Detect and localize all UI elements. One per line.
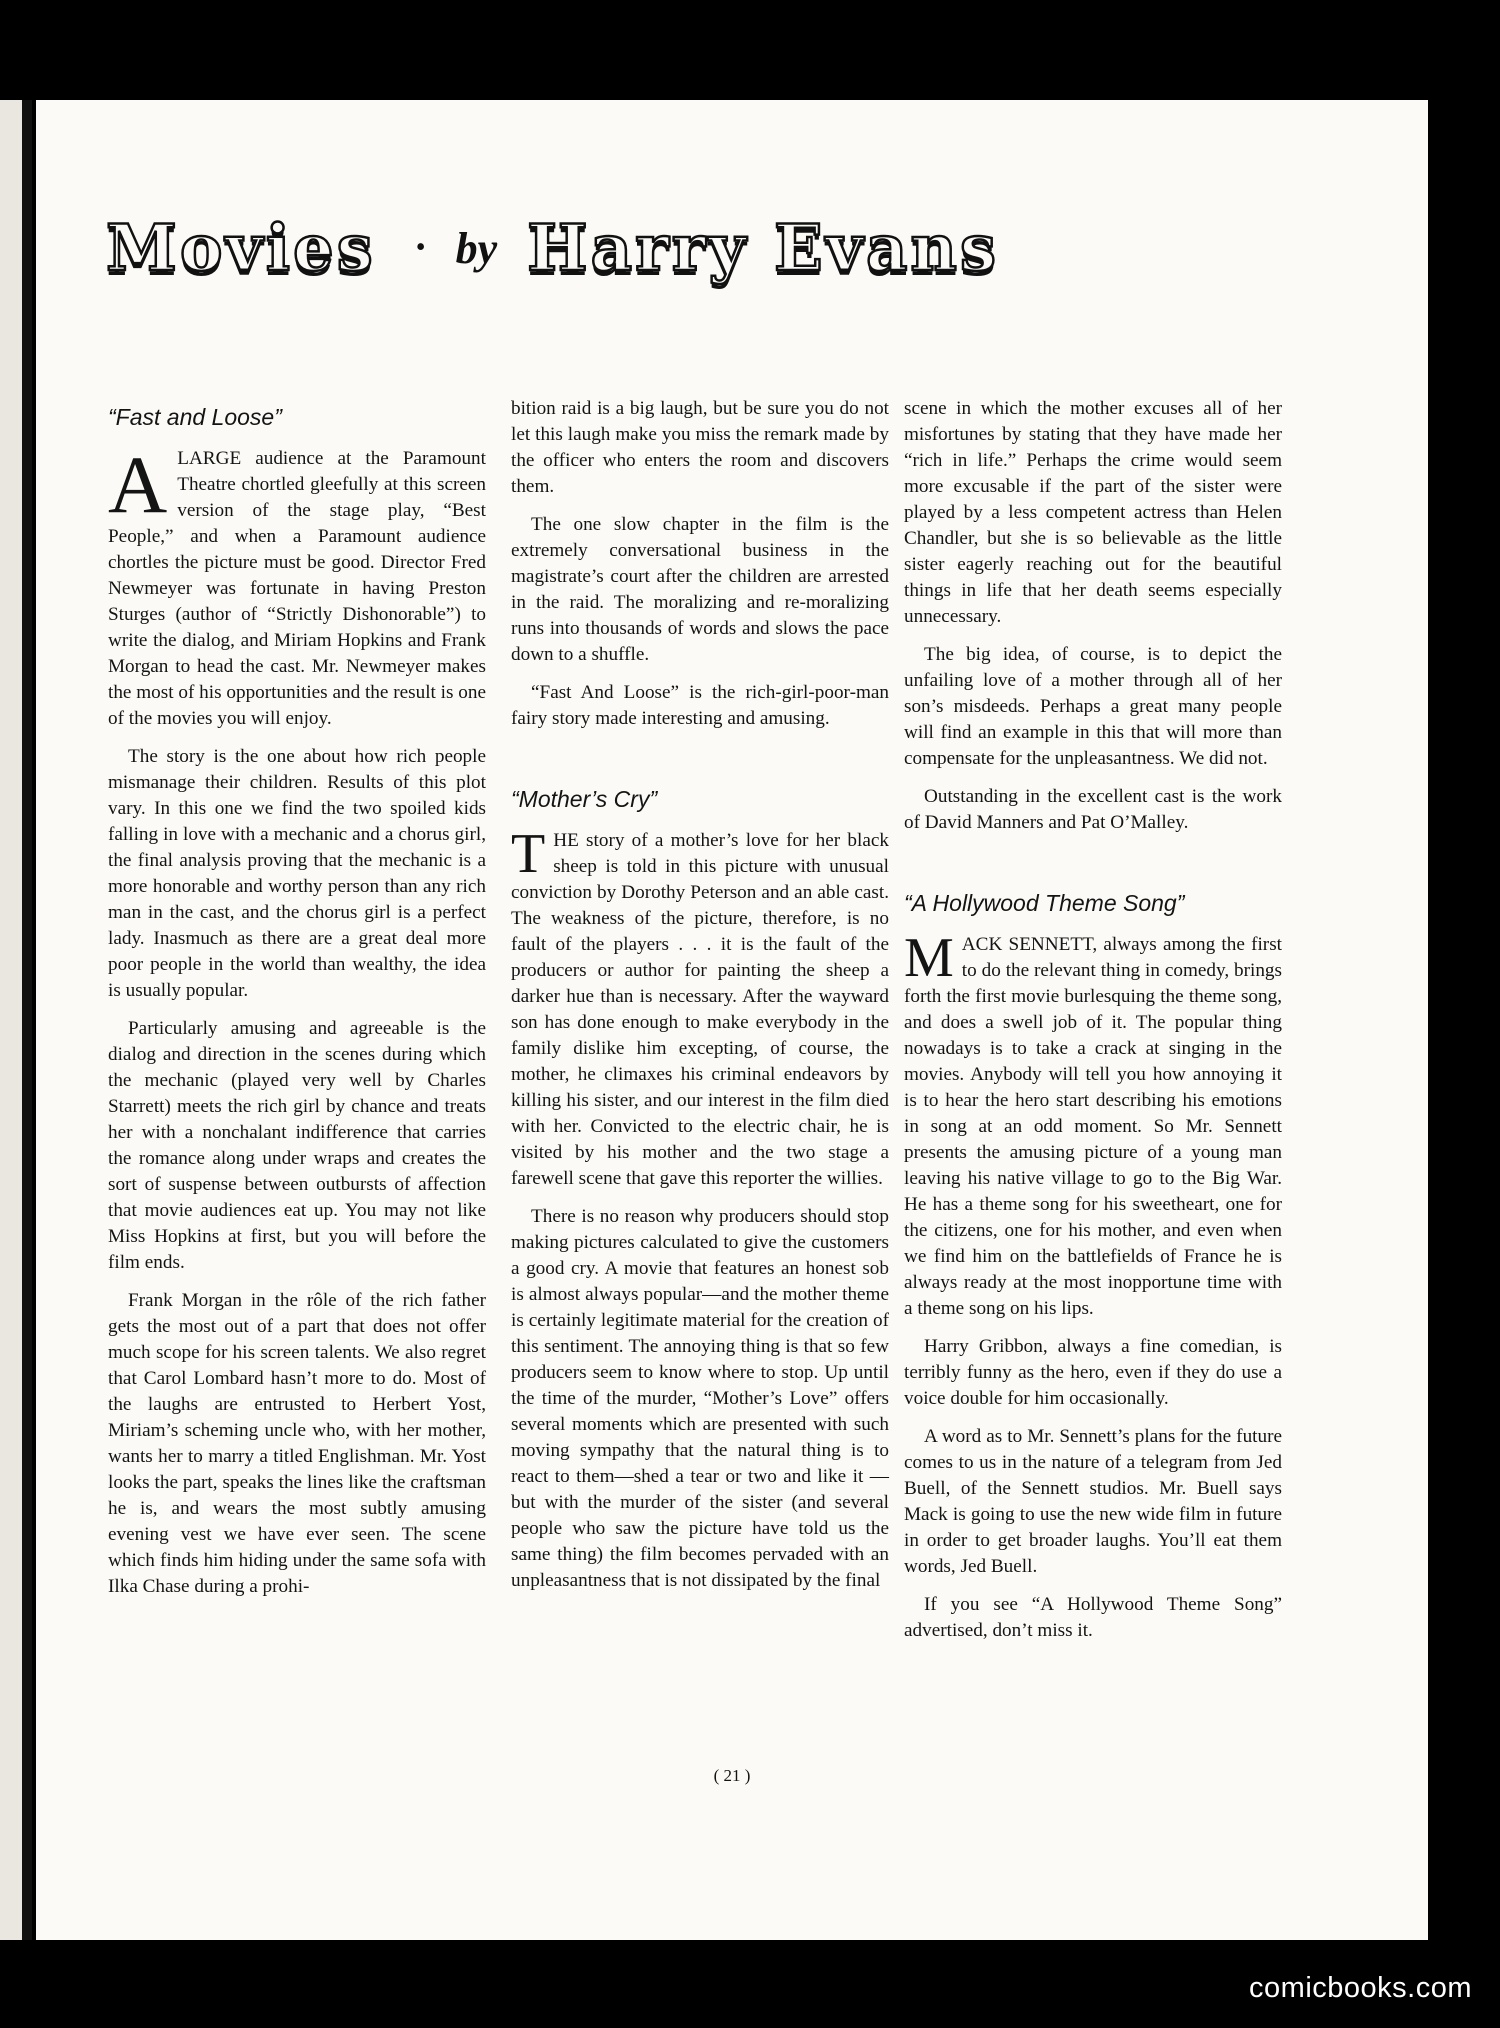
review-paragraph: Harry Gribbon, always a fine comedian, is terribly funny as the hero, even if they do use a voice double for him occasionally.: [904, 1336, 1282, 1409]
masthead-bullet: •: [415, 232, 426, 263]
review-paragraph-continued: bition raid is a big laugh, but be sure you do not let this laugh make you miss the remark made by the officer who enters the room and discovers them.: [511, 398, 889, 497]
review-paragraph: [904, 927, 1282, 1322]
review-paragraph: “Fast And Loose” is the rich-girl-poor-man fairy story made interesting and amusing.: [511, 682, 889, 729]
review-paragraph: Outstanding in the excellent cast is the work of David Manners and Pat O’Malley.: [904, 786, 1282, 833]
paragraph-text: HE story of a mother’s love for her black sheep is told in this picture with unusual conviction by Dorothy Peterson and an able cast. The weakness of the picture, therefore, is no fault of the players . . . it is the fault of the producers or author for painting the sheep a darker hue than is necessary. After the wayward son has done enough to make everybody in the family dislike him excepting, of course, the mother, he climaxes his criminal endeavors by killing his sister, and our interest in the film died with her. Convicted to the electric chair, he is visited by his mother and the two stage a farewell scene that gave this reporter the willies.: [511, 830, 889, 1189]
review-heading: “Fast and Loose”: [108, 404, 282, 430]
source-watermark: comicbooks.com: [1249, 1972, 1472, 2004]
review-paragraph: Particularly amusing and agreeable is the dialog and direction in the scenes during which the mechanic (played very well by Charles Starrett) meets the rich girl by chance and treats her with a nonchalant indifference that carries the romance along under wraps and creates the sort of suspense between outbursts of affection that movie audiences eat up. You may not like Miss Hopkins at first, but you will before the film ends.: [108, 1018, 486, 1273]
paragraph-text: LARGE audience at the Paramount Theatre chortled gleefully at this screen version of the stage play, “Best People,” and when a Paramount audience chortles the picture must be good. Director Fred Newmeyer was fortunate in having Preston Sturges (author of “Strictly Dishonorable”) to write the dialog, and Miriam Hopkins and Frank Morgan to head the cast. Mr. Newmeyer makes the most of his opportunities and the result is one of the movies you will enjoy.: [108, 448, 486, 729]
drop-cap: A: [108, 439, 168, 530]
masthead: [106, 208, 1356, 288]
magazine-page: [36, 100, 1428, 1940]
review-paragraph-continued: scene in which the mother excuses all of her misfortunes by stating that they have made her “rich in life.” Perhaps the crime would seem more excusable if the part of the sister were played by a less competent actress than Helen Chandler, but she is so believable as the little sister eagerly reaching out for the beautiful things in life that her death seems especially unnecessary.: [904, 398, 1282, 627]
review-paragraph: The story is the one about how rich people mismanage their children. Results of this plot vary. In this one we find the two spoiled kids falling in love with a mechanic and a chorus girl, the final analysis proving that the mechanic is a more honorable and worthy person than any rich man in the cast, and the chorus girl is a perfect lady. Inasmuch as there are a great deal more poor people in the world than wealthy, the idea is usually popular.: [108, 746, 486, 1001]
column-3: [904, 396, 1282, 1656]
review-paragraph: [108, 439, 486, 732]
review-paragraph: The one slow chapter in the film is the extremely conversational business in the magistrate’s court after the children are arrested in the raid. The moralizing and re-moralizing runs into thousands of words and slows the pace down to a shuffle.: [511, 514, 889, 665]
review-paragraph: The big idea, of course, is to depict the unfailing love of a mother through all of her son’s misdeeds. Perhaps a great many people will find an example in this that will more than compensate for the unpleasantness. We did not.: [904, 644, 1282, 769]
review-paragraph: A word as to Mr. Sennett’s plans for the future comes to us in the nature of a telegram from Jed Buell, of the Sennett studios. Mr. Buell says Mack is going to use the new wide film in future in order to get broader laughs. You’ll eat them words, Jed Buell.: [904, 1426, 1282, 1577]
review-heading: “Mother’s Cry”: [511, 786, 658, 812]
review-paragraph: [511, 823, 889, 1192]
masthead-author: Harry Evans: [527, 210, 999, 286]
review-paragraph: Frank Morgan in the rôle of the rich father gets the most out of a part that does not offer much scope for his screen talents. We also regret that Carol Lombard hasn’t more to do. Most of the laughs are entrusted to Herbert Yost, Miriam’s scheming uncle who, with her mother, wants her to marry a titled Englishman. Mr. Yost looks the part, speaks the lines like the craftsman he is, and wears the most subtly amusing evening vest we have ever seen. The scene which finds him hiding under the same sofa with Ilka Chase during a prohi-: [108, 1290, 486, 1597]
gutter-shadow: [22, 100, 32, 1940]
review-heading: “A Hollywood Theme Song”: [904, 890, 1185, 916]
drop-cap: M: [904, 927, 954, 989]
page-number: ( 21 ): [713, 1766, 751, 1785]
review-paragraph: If you see “A Hollywood Theme Song” advertised, don’t miss it.: [904, 1594, 1282, 1641]
drop-cap: T: [511, 823, 546, 885]
column-1: [108, 402, 486, 1612]
paragraph-text: ACK SENNETT, always among the first to do the relevant thing in comedy, brings forth the first movie burlesquing the theme song, and does a swell job of it. The popular thing nowadays is to take a crack at singing in the movies. Anybody will tell you how annoying it is to hear the hero start describing his emotions in song at an odd moment. So Mr. Sennett presents the amusing picture of a young man leaving his native village to go to the Big War. He has a theme song for his sweetheart, one for the citizens, one for his mother, and even when we find him on the battlefields of France he is always ready at the most inopportune time with a theme song on his lips.: [904, 934, 1282, 1319]
masthead-byline-prefix: by: [455, 223, 498, 273]
column-2: [511, 396, 889, 1606]
review-paragraph: There is no reason why producers should stop making pictures calculated to give the customers a good cry. A movie that features an honest sob is almost always popular—and the mother theme is certainly legitimate material for the creation of this sentiment. The annoying thing is that so few producers seem to know where to stop. Up until the time of the murder, “Mother’s Love” offers several moments which are presented with such moving sympathy that the natural thing is to react to them—shed a tear or two and like it —but with the murder of the sister (and several people who saw the picture have told us the same thing) the film becomes pervaded with an unpleasantness that is not dissipated by the final: [511, 1206, 889, 1591]
masthead-title: Movies: [106, 210, 376, 286]
